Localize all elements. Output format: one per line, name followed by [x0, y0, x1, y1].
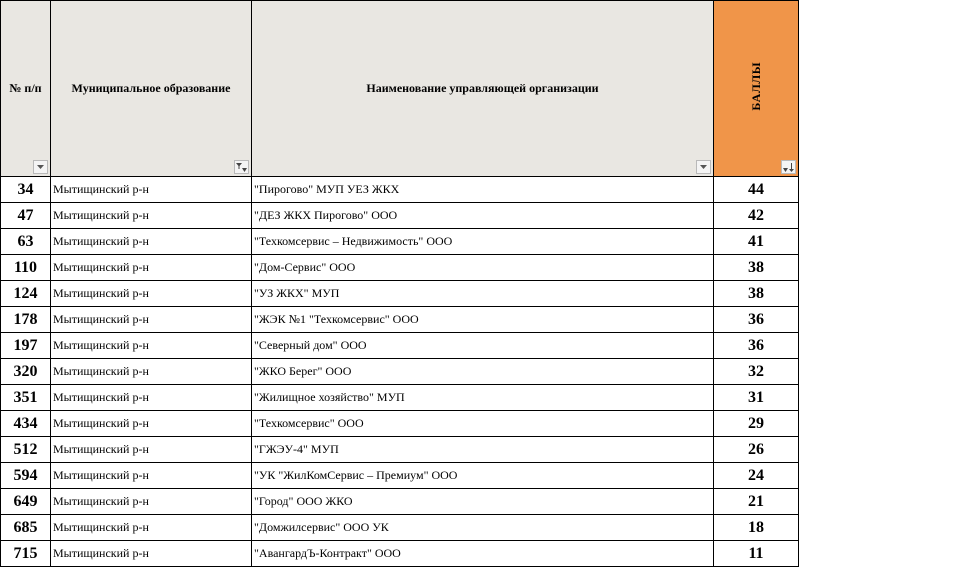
- cell-municipality[interactable]: Мытищинский р-н: [51, 177, 252, 203]
- header-row: [1, 1, 799, 177]
- cell-score[interactable]: 42: [714, 203, 799, 229]
- table-row: [1, 463, 799, 489]
- cell-organization[interactable]: "ДЕЗ ЖКХ Пирогово" ООО: [252, 203, 714, 229]
- cell-municipality[interactable]: Мытищинский р-н: [51, 359, 252, 385]
- table-row: [1, 281, 799, 307]
- cell-score[interactable]: 36: [714, 333, 799, 359]
- table-row: [1, 229, 799, 255]
- cell-organization[interactable]: "АвангардЪ-Контракт" ООО: [252, 541, 714, 567]
- cell-score[interactable]: 32: [714, 359, 799, 385]
- header-score-label: БАЛЛЫ: [748, 62, 763, 111]
- cell-organization[interactable]: "Дом-Сервис" ООО: [252, 255, 714, 281]
- table-row: [1, 307, 799, 333]
- filter-municipality-button[interactable]: [234, 160, 249, 174]
- filter-funnel-icon: [236, 163, 247, 172]
- cell-score[interactable]: 21: [714, 489, 799, 515]
- header-municipality-label: Муниципальное образование: [71, 81, 231, 95]
- cell-num[interactable]: 715: [1, 541, 51, 567]
- cell-score[interactable]: 36: [714, 307, 799, 333]
- cell-score[interactable]: 41: [714, 229, 799, 255]
- cell-organization[interactable]: "Жилищное хозяйство" МУП: [252, 385, 714, 411]
- cell-score[interactable]: 11: [714, 541, 799, 567]
- cell-municipality[interactable]: Мытищинский р-н: [51, 385, 252, 411]
- cell-score[interactable]: 38: [714, 281, 799, 307]
- cell-num[interactable]: 434: [1, 411, 51, 437]
- dropdown-arrow-icon: [37, 165, 44, 169]
- header-num: [1, 1, 51, 177]
- cell-num[interactable]: 124: [1, 281, 51, 307]
- table-row: [1, 359, 799, 385]
- header-organization-label: Наименование управляющей организации: [366, 81, 599, 95]
- table-row: [1, 411, 799, 437]
- cell-num[interactable]: 47: [1, 203, 51, 229]
- table-row: [1, 489, 799, 515]
- cell-municipality[interactable]: Мытищинский р-н: [51, 437, 252, 463]
- table-row: [1, 177, 799, 203]
- table-row: [1, 437, 799, 463]
- cell-municipality[interactable]: Мытищинский р-н: [51, 333, 252, 359]
- cell-organization[interactable]: "Техкомсервис" ООО: [252, 411, 714, 437]
- sort-score-button[interactable]: [781, 160, 796, 174]
- cell-municipality[interactable]: Мытищинский р-н: [51, 229, 252, 255]
- cell-num[interactable]: 197: [1, 333, 51, 359]
- cell-num[interactable]: 594: [1, 463, 51, 489]
- table-row: [1, 203, 799, 229]
- filter-num-button[interactable]: [33, 160, 48, 174]
- cell-score[interactable]: 18: [714, 515, 799, 541]
- filter-organization-button[interactable]: [696, 160, 711, 174]
- cell-num[interactable]: 110: [1, 255, 51, 281]
- cell-num[interactable]: 178: [1, 307, 51, 333]
- cell-organization[interactable]: "ЖЭК №1 "Техкомсервис" ООО: [252, 307, 714, 333]
- cell-score[interactable]: 31: [714, 385, 799, 411]
- header-score: [714, 1, 799, 177]
- header-organization: [252, 1, 714, 177]
- cell-organization[interactable]: "Техкомсервис – Недвижимость" ООО: [252, 229, 714, 255]
- table-row: [1, 255, 799, 281]
- cell-num[interactable]: 63: [1, 229, 51, 255]
- cell-num[interactable]: 34: [1, 177, 51, 203]
- cell-score[interactable]: 24: [714, 463, 799, 489]
- cell-num[interactable]: 685: [1, 515, 51, 541]
- cell-municipality[interactable]: Мытищинский р-н: [51, 489, 252, 515]
- cell-score[interactable]: 26: [714, 437, 799, 463]
- cell-organization[interactable]: "УК "ЖилКомСервис – Премиум" ООО: [252, 463, 714, 489]
- table-row: [1, 333, 799, 359]
- cell-municipality[interactable]: Мытищинский р-н: [51, 541, 252, 567]
- table-row: [1, 541, 799, 567]
- cell-num[interactable]: 512: [1, 437, 51, 463]
- cell-num[interactable]: 649: [1, 489, 51, 515]
- cell-organization[interactable]: "ГЖЭУ-4" МУП: [252, 437, 714, 463]
- table-body: [1, 177, 799, 567]
- cell-score[interactable]: 44: [714, 177, 799, 203]
- cell-municipality[interactable]: Мытищинский р-н: [51, 463, 252, 489]
- cell-organization[interactable]: "УЗ ЖКХ" МУП: [252, 281, 714, 307]
- table-row: [1, 385, 799, 411]
- cell-score[interactable]: 38: [714, 255, 799, 281]
- table-row: [1, 515, 799, 541]
- cell-organization[interactable]: "Город" ООО ЖКО: [252, 489, 714, 515]
- cell-municipality[interactable]: Мытищинский р-н: [51, 281, 252, 307]
- cell-municipality[interactable]: Мытищинский р-н: [51, 307, 252, 333]
- cell-num[interactable]: 351: [1, 385, 51, 411]
- dropdown-arrow-icon: [700, 165, 707, 169]
- cell-municipality[interactable]: Мытищинский р-н: [51, 203, 252, 229]
- sort-descending-icon: [783, 163, 794, 172]
- cell-organization[interactable]: "Домжилсервис" ООО УК: [252, 515, 714, 541]
- cell-num[interactable]: 320: [1, 359, 51, 385]
- header-municipality: [51, 1, 252, 177]
- cell-municipality[interactable]: Мытищинский р-н: [51, 255, 252, 281]
- cell-municipality[interactable]: Мытищинский р-н: [51, 411, 252, 437]
- header-num-label: № п/п: [9, 81, 42, 95]
- cell-organization[interactable]: "Пирогово" МУП УЕЗ ЖКХ: [252, 177, 714, 203]
- cell-score[interactable]: 29: [714, 411, 799, 437]
- cell-organization[interactable]: "ЖКО Берег" ООО: [252, 359, 714, 385]
- cell-organization[interactable]: "Северный дом" ООО: [252, 333, 714, 359]
- cell-municipality[interactable]: Мытищинский р-н: [51, 515, 252, 541]
